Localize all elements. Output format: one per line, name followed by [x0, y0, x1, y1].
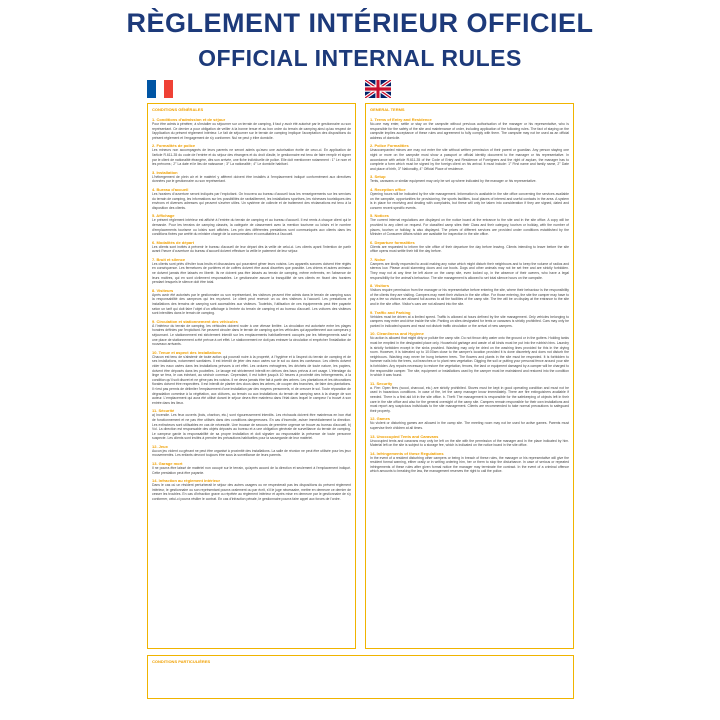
rule-section-text: Aucun jeu violent ou gênant ne peut être organisé à proximité des installations. La salle de réunion ne peut être utilisée pour les jeux mouvementés. Les enfants devront toujours être sous la surveillance de leurs parents.	[152, 448, 351, 458]
rule-section-heading: 5. Notices	[370, 213, 389, 219]
rule-section	[148, 143, 355, 166]
rule-section-text: Opening hours will be indicated by the site management. Information is available in the site office concerning the services available on the campsite, opportunities for provisioning, the sports facilities, local places of interest and useful contacts in the area. A system is in place for receiving and dealing with complaints, but these will only be taken into consideration if they are signed, dated and concern recent specific events.	[370, 191, 569, 210]
rule-section-text: In the event of a resident disturbing other campers or being in breach of these rules, the manager or his representative will give the resident formal warning, either orally or in writing ordering him, her or them to stop the disturbance. In case of serious or repeated infringements of these rules after given formal notice the manager may terminate the contract. In the event of a criminal offence which amounts to breaking the law, the management reserves the right to call the police.	[370, 455, 569, 474]
rules-panel-french	[147, 103, 356, 649]
rule-section-heading: 9. Traffic and Parking	[370, 309, 411, 315]
rule-section-text: a) Incendie. Les feux ouverts (bois, charbon, etc.) sont rigoureusement interdits. Les réchauds doivent être maintenus en bon état de fonctionnement et ne pas être utilisés dans des conditions dangereuses. En cas d'incendie, aviser immédiatement la direction. Les extincteurs sont utilisables en cas de nécessité. Une trousse de secours de première urgence se trouve au bureau d'accueil. b) Vol. La direction est responsable des objets déposés au bureau et a une obligation générale de surveillance du terrain de camping. Le campeur garde la responsabilité de sa propre installation et doit signaler au responsable la présence de toute personne suspecte. Les clients sont invités à prendre les précautions habituelles pour la sauvegarde de leur matériel.	[152, 413, 351, 441]
rule-section-heading: 12. Games	[370, 416, 391, 422]
rule-section-heading: 4. Reception office	[370, 186, 406, 192]
rule-section-text: Après avoir été autorisés par le gestionnaire ou son représentant, les visiteurs peuvent être admis dans le terrain de camping sous la responsabilité des campeurs qui les reçoivent. Le client peut recevoir un ou des visiteurs à l'accueil. Les prestations et installations des terrains de camping sont accessibles aux visiteurs. Toutefois, l'utilisation de ces équipements peut être payante selon un tarif qui doit faire l'objet d'un affichage à l'entrée du terrain de camping et au bureau d'accueil. Les voitures des visiteurs sont interdites dans le terrain de camping.	[152, 292, 351, 316]
rule-section	[148, 444, 355, 458]
rule-section	[148, 213, 355, 236]
page-title-en: OFFICIAL INTERNAL RULES	[198, 45, 522, 71]
rule-section-text: Les horaires d'ouverture seront indiqués par l'exploitant. On trouvera au bureau d'accueil tous les renseignements sur les services du terrain de camping, les informations sur les possibilités de ravitaillement, les installations sportives, les richesses touristiques des environs et diverses adresses qui peuvent s'avérer utiles. Un système de collecte et de traitement des réclamations est tenu à la disposition des clients.	[152, 191, 351, 210]
rule-section-text: No action is allowed that might dirty or pollute the camp site. Do not throw dirty water onto the ground or in the gutters. Holding tanks must be emptied in the designated place only. Household garbage and waste of all kinds must be put into the rubbish bins. Laundry is strictly forbidden except in the sinks provided. Washing may only be dried on the washing lines provided for this in the drying room. However, it is tolerated up to 10:00am close to the camper's location provided it is done discretely and does not disturb the neighbours. Washing may never be hung between trees. The flowers and plants in the site must be respected. It is forbidden to hammer nails into the trees, cut branches or to plant new vegetation. Digging the soil or putting your personal fence around your site is forbidden. Any repairs necessary to restore the vegetation, fences, the land or equipment damaged by a camper will be charged to the responsible camper. The site, equipment or installations used by the camper must be maintained and restored into the condition in which it was found.	[370, 336, 569, 378]
rule-section-heading: 13. Unoccupied Tents and Caravans	[370, 433, 439, 439]
rule-section-heading: 10. Cleanliness and Hygiene	[370, 331, 424, 337]
rule-section	[148, 478, 355, 501]
rule-section-heading: 11. Sécurité	[152, 408, 175, 414]
rule-section	[366, 187, 573, 210]
rule-section-text: Tents, caravans or similar equipment may only be set up where indicated by the manager or his representative.	[370, 179, 537, 184]
rule-section	[366, 257, 573, 280]
rule-section-heading: 6. Modalités de départ	[152, 239, 195, 245]
french-flag-icon	[147, 80, 173, 98]
rule-section	[366, 143, 573, 171]
rule-section	[366, 283, 573, 306]
rule-section-text: Dans le cas où un résident perturberait le séjour des autres usagers ou ne respecterait pas les dispositions du présent règlement intérieur, le gestionnaire ou son représentant pourra oralement ou par écrit, s'il le juge nécessaire, mettre en demeure ce dernier de cesser les troubles. En cas d'infraction grave ou répétée au règlement intérieur et après mise en demeure par le gestionnaire de s'y conformer, celui-ci pourra résilier le contrat. En cas d'infraction pénale, le gestionnaire pourra faire appel aux forces de l'ordre.	[152, 483, 351, 502]
uk-flag-icon	[365, 80, 391, 98]
rule-section	[148, 257, 355, 285]
rule-section-heading: 2. Formalités de police	[152, 143, 196, 149]
rule-section-heading: 7. Noise	[370, 256, 386, 262]
rule-section	[148, 288, 355, 316]
rule-section-heading: 4. Bureau d'accueil	[152, 186, 189, 192]
rule-section-text: No-one may enter, settle or stay on the campsite without previous authorisation of the manager or his representative, who is responsible for the safety of the site and maintenance of order, including application of the following rules. The fact of staying on the campsite implies acceptance of these rules and agreement to fully comply with them. The campsite may not be used as an official address of domicile.	[370, 122, 569, 140]
rule-section-heading: 14. Infringements of these Regulations	[370, 450, 444, 456]
rule-section-text: Les clients sont invités à prévenir le bureau d'accueil de leur départ dès la veille de celui-ci. Les clients ayant l'intention de partir avant l'heure d'ouverture du bureau d'accueil doivent effectuer la veille le paiement de leur séjour.	[152, 244, 351, 254]
rule-section-text: Pour être admis à pénétrer, à s'installer ou séjourner sur un terrain de camping, il faut y avoir été autorisé par le gestionnaire ou son représentant. Ce dernier a pour obligation de veiller à la bonne tenue et au bon ordre du terrain de camping ainsi qu'au respect de l'application du présent règlement intérieur. Le fait de séjourner sur le terrain de camping implique l'acceptation des dispositions du présent règlement et l'engagement de s'y conformer. Nul ne peut y élire domicile.	[152, 122, 351, 140]
rule-section-heading: 13. Garage mort	[152, 461, 183, 467]
rule-section-heading: 5. Affichage	[152, 213, 175, 219]
rule-section-heading: 6. Departure formalities	[370, 239, 415, 245]
rules-panel-english	[365, 103, 574, 649]
rule-section-text: Campers are kindly requested to avoid making any noise which might disturb their neighbours and to keep the volume of radios and stereos low. Please avoid slamming doors and car boots. Dogs and other animals may not be set free and are strictly forbidden. They may not at any time be left alone on the camp site, even locked up, in the absence of their owners, who have a legal responsibility for the animal's behaviour. The site management is allowed to set total silence hours on the campsite.	[370, 261, 569, 280]
rule-section-heading: 7. Bruit et silence	[152, 256, 186, 262]
rule-section-heading: 8. Visitors	[370, 283, 390, 289]
rule-section-heading: 9. Circulation et stationnement des véhicules	[152, 318, 238, 324]
rule-section	[366, 451, 573, 474]
rule-section-heading: 8. Visiteurs	[152, 287, 174, 293]
rule-section	[148, 319, 355, 347]
rule-section-heading: 2. Police Formalities	[370, 143, 409, 149]
rule-section	[366, 331, 573, 377]
rule-section-heading: 1. Conditions d'admission et de séjour	[152, 117, 226, 122]
rule-section-text: Unaccompanied minors are may not enter the site without written permission of their parent or guardian. Any person staying one night or more on the campsite must show a passport or official identity document to the manager or his representative. In accordance with article R.611-35 of the Code of Entry and Residence of Foreigners and the right of asylum, the manager has to complete a form which must be signed by the foreign client on his arrival. It must include: 1° First name and family name, 2° Date and place of birth, 3° Nationality, 4° Official Place of residence.	[370, 148, 569, 171]
rule-section-text: L'hébergement de plein air et le matériel y afférent doivent être installés à l'emplacement indiqué conformément aux directives données par le gestionnaire ou son représentant.	[152, 174, 351, 184]
rule-section-text: Les clients sont priés d'éviter tous bruits et discussions qui pourraient gêner leurs voisins. Les appareils sonores doivent être réglés en conséquence. Les fermetures de portières et de coffres doivent être aussi discrètes que possible. Les chiens et autres animaux ne doivent jamais être laissés en liberté. Ils ne doivent pas être laissés au terrain de camping, même enfermés, en l'absence de leurs maîtres, qui en sont civilement responsables. Le gestionnaire assure la tranquillité de ses clients en fixant des horaires pendant lesquels le silence doit être total.	[152, 261, 351, 285]
rule-section	[148, 170, 355, 184]
rule-section-heading: 1. Terms of Entry and Residence	[370, 117, 432, 122]
rule-section	[366, 213, 573, 236]
rule-section	[148, 350, 355, 406]
rule-section-text: Visitors require permission from the manager or his representative before entering the site, where their behaviour is the responsibility of the clients they are visiting. Campers may meet their visitors in the site office. For those entering, the site the camper may have to pay a fee so visitors are allowed full access to all the facilities of the camp site. The fee will be on display at the entrance to the site and in the site office. Visitor's cars are not allowed into the site.	[370, 288, 569, 307]
rule-section-text: Le présent règlement intérieur est affiché à l'entrée du terrain de camping et au bureau d'accueil. Il est remis à chaque client qui le demande. Pour les terrains de camping classés, la catégorie de classement avec la mention tourisme ou loisirs et le nombre d'emplacements tourisme ou loisirs sont affichés. Les prix des différentes prestations sont communiqués aux clients dans les conditions fixées par arrêté du ministre chargé de la consommation et consultables à l'accueil.	[152, 218, 351, 237]
panel-heading: CONDITIONS GÉNÉRALES	[152, 107, 204, 112]
rule-section	[148, 461, 355, 475]
rule-section	[366, 434, 573, 448]
rule-section-heading: 3. Setup	[370, 174, 386, 180]
rule-section-heading: 12. Jeux	[152, 443, 168, 449]
rule-section	[366, 174, 573, 184]
rule-section	[148, 408, 355, 441]
rule-section-heading: 11. Security	[370, 380, 393, 386]
rule-section	[366, 240, 573, 254]
rule-section-text: The current internal regulations are displayed on the notice board at the entrance to the site and in the site office. A copy will be provided to any client on request. For classified camp sites their Class and their category, tourism or holiday, with the number of places, tourism or holiday, is also displayed. The prices of different services are provided under conditions established by the Minister of Consumer Affairs which are available for inspection in the site office.	[370, 218, 569, 237]
rule-section-text: À l'intérieur du terrain de camping, les véhicules doivent rouler à une vitesse limitée. La circulation est autorisée entre les plages horaires définies par l'exploitant. Ne peuvent circuler dans le terrain de camping que les véhicules qui appartiennent aux campeurs y séjournant. Le stationnement est strictement interdit sur les emplacements habituellement occupés par les hébergements sauf si une place de stationnement a été prévue à cet effet. Le stationnement ne doit pas entraver la circulation ni empêcher l'installation de nouveaux arrivants.	[152, 323, 351, 347]
rule-section-text: Vehicles must be driven at a limited speed. Traffic is allowed at hours defined by the site management. Only vehicles belonging to campers may enter and drive inside the site. Parking on sites designated for tents or caravans is strictly prohibited. Cars may only be parked in indicated spaces and must not disturb traffic circulation or the arrival of new campers.	[370, 314, 570, 328]
rule-section	[148, 187, 355, 210]
rule-section-text: Chacun est tenu de s'abstenir de toute action qui pourrait nuire à la propreté, à l'hygiène et à l'aspect du terrain de camping et de ses installations, notamment sanitaires. Il est interdit de jeter des eaux usées sur le sol ou dans les caniveaux. Les clients doivent vider les eaux usées dans les installations prévues à cet effet. Les ordures ménagères, les déchets de toute nature, les papiers, doivent être déposés dans les poubelles. Le lavage est strictement interdit en dehors des bacs prévus à cet usage. L'étendage du linge se fera, le cas échéant, au séchoir commun. Cependant, il est toléré jusqu'à 10 heures à proximité des hébergements, à la condition qu'il soit discret et ne gêne pas les voisins. Il ne devra jamais être fait à partir des arbres. Les plantations et les décorations florales doivent être respectées. Il est interdit de planter des clous dans les arbres, de couper des branches, de faire des plantations. Il n'est pas permis de délimiter l'emplacement d'une installation par des moyens personnels, ni de creuser le sol. Toute réparation de dégradation commise à la végétation, aux clôtures, au terrain ou aux installations du terrain de camping sera à la charge de son auteur. L'emplacement qui aura été utilisé durant le séjour devra être maintenu dans l'état dans lequel le campeur l'a trouvé à son entrée dans les lieux.	[152, 354, 351, 405]
rule-section-text: a. Fire: Open fires (wood, charcoal, etc.) are strictly prohibited. Stoves must be kept in good operating condition and must not be used in hazardous conditions. In case of fire, let the camp manager know immediately. There are fire extinguishers available if needed. There is a first aid kit in the site office. b. Theft: The management is responsible for the safekeeping of objects left in their care in the site office and also for the general oversight of the camp site. Campers remain responsible for their own installations and must report any suspicious individuals to the site management. Clients are recommended to take normal precautions to safeguard their property.	[370, 385, 569, 413]
rule-section-heading: 10. Tenue et aspect des installations	[152, 349, 222, 355]
panel-heading: CONDITIONS PARTICULIÈRES	[152, 659, 211, 664]
page-title-fr: RÈGLEMENT INTÉRIEUR OFFICIEL	[126, 8, 594, 38]
rule-section-text: Les mineurs non accompagnés de leurs parents ne seront admis qu'avec une autorisation écrite de ceux-ci. En application de l'article R.611-35 du code de l'entrée et du séjour des étrangers et du droit d'asile, le gestionnaire est tenu de faire remplir et signer par le client de nationalité étrangère, dès son arrivée, une fiche individuelle de police. Elle doit mentionner notamment : 1° Le nom et les prénoms ; 2° La date et le lieu de naissance ; 3° La nationalité ; 4° Le domicile habituel.	[152, 148, 351, 167]
rule-section	[366, 416, 573, 430]
rule-section	[148, 240, 355, 254]
rule-section	[148, 117, 355, 140]
panel-heading: GENERAL TERMS	[370, 107, 405, 112]
rule-section	[366, 381, 573, 414]
rule-section-text: Clients are requested to inform the site office of their departure the day before leaving. Clients intending to leave before the site office opens must settle their bill the day before.	[370, 244, 569, 254]
rule-section-heading: 3. Installation	[152, 169, 178, 175]
rule-section-heading: 14. Infraction au règlement intérieur	[152, 478, 221, 484]
rule-section-text: No violent or disturbing games are allowed in the camp site. The meeting room may not be used for active games. Parents must supervise their children at all times.	[370, 421, 569, 430]
rule-section-text: Unoccupied tents and caravans may only be left on the site with the permission of the manager and in the place indicated by him. Material left on the site is subject to a storage fee, which is indicated on the notice board in the site office.	[370, 438, 569, 448]
special-conditions-panel	[147, 655, 574, 699]
rule-section-text: Il ne pourra être laissé de matériel non occupé sur le terrain, qu'après accord de la direction et seulement à l'emplacement indiqué. Cette prestation peut être payante.	[152, 466, 351, 475]
rule-section	[366, 310, 573, 329]
rule-section	[366, 117, 573, 140]
